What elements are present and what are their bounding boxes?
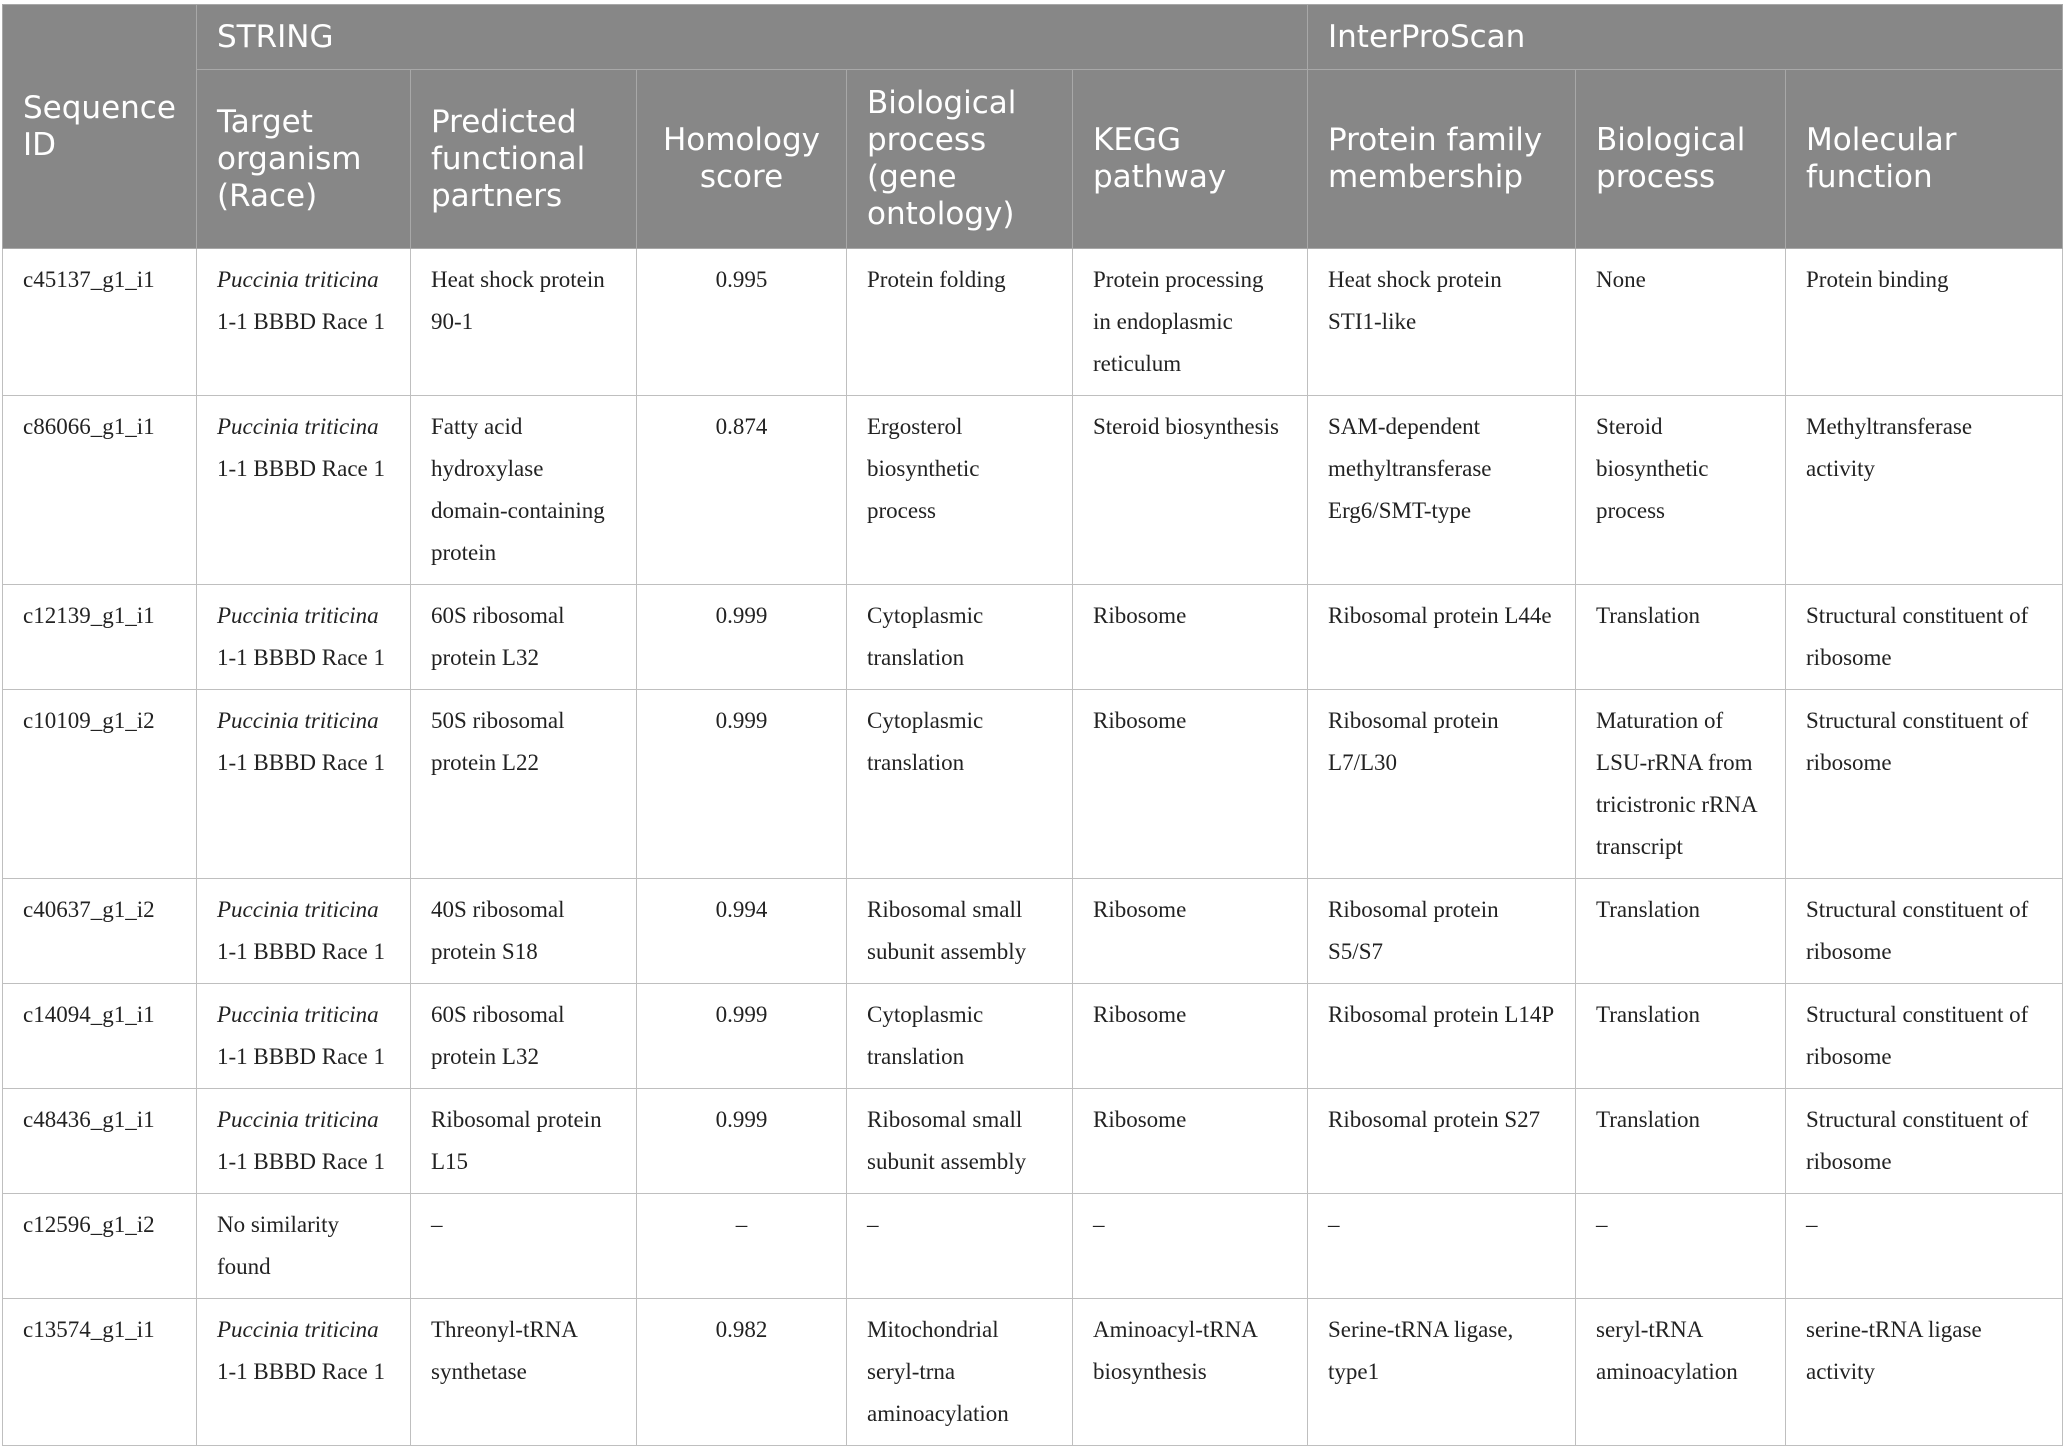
cell-homology-score: 0.999 <box>637 1089 847 1194</box>
cell-target-organism <box>197 396 411 585</box>
cell-molecular-function: Structural constituent of ribosome <box>1786 690 2063 879</box>
cell-kegg-pathway: Protein processing in endoplasmic reticulum <box>1073 249 1308 396</box>
organism-race: 1-1 BBBD Race 1 <box>217 1044 386 1069</box>
cell-interpro-process: seryl-tRNA aminoacylation <box>1576 1299 1786 1446</box>
cell-homology-score: 0.874 <box>637 396 847 585</box>
cell-go-process: Cytoplasmic translation <box>847 690 1073 879</box>
cell-homology-score: 0.995 <box>637 249 847 396</box>
organism-race: 1-1 BBBD Race 1 <box>217 1149 386 1174</box>
cell-protein-family: Ribosomal protein S27 <box>1308 1089 1576 1194</box>
organism-race: 1-1 BBBD Race 1 <box>217 1359 386 1384</box>
cell-kegg-pathway: – <box>1073 1194 1308 1299</box>
cell-kegg-pathway: Ribosome <box>1073 690 1308 879</box>
cell-sequence-id: c48436_g1_i1 <box>3 1089 197 1194</box>
cell-molecular-function: Protein binding <box>1786 249 2063 396</box>
col-header-homology-score: Homology score <box>637 70 847 249</box>
table-row <box>3 585 2063 690</box>
cell-kegg-pathway: Ribosome <box>1073 1089 1308 1194</box>
cell-functional-partner: Heat shock protein 90-1 <box>411 249 637 396</box>
cell-go-process: Ribosomal small subunit assembly <box>847 879 1073 984</box>
organism-race: 1-1 BBBD Race 1 <box>217 309 386 334</box>
cell-sequence-id: c14094_g1_i1 <box>3 984 197 1089</box>
cell-functional-partner: Threonyl-tRNA synthetase <box>411 1299 637 1446</box>
cell-kegg-pathway: Aminoacyl-tRNA biosynthesis <box>1073 1299 1308 1446</box>
cell-protein-family: Ribosomal protein L7/L30 <box>1308 690 1576 879</box>
organism-name: Puccinia triticina <box>217 1317 379 1342</box>
cell-protein-family: Ribosomal protein S5/S7 <box>1308 879 1576 984</box>
cell-functional-partner: 60S ribosomal protein L32 <box>411 585 637 690</box>
col-header-go-process: Biological process (gene ontology) <box>847 70 1073 249</box>
cell-homology-score: 0.982 <box>637 1299 847 1446</box>
table-row <box>3 1299 2063 1446</box>
group-header-string: STRING <box>197 5 1308 70</box>
cell-go-process: Cytoplasmic translation <box>847 585 1073 690</box>
cell-molecular-function: Structural constituent of ribosome <box>1786 984 2063 1089</box>
cell-go-process: Protein folding <box>847 249 1073 396</box>
table-row <box>3 1194 2063 1299</box>
cell-functional-partner: – <box>411 1194 637 1299</box>
organism-name: Puccinia triticina <box>217 897 379 922</box>
organism-race: 1-1 BBBD Race 1 <box>217 939 386 964</box>
cell-target-organism <box>197 1194 411 1299</box>
table-body <box>3 249 2063 1446</box>
cell-go-process: Ergosterol biosynthetic process <box>847 396 1073 585</box>
cell-sequence-id: c13574_g1_i1 <box>3 1299 197 1446</box>
organism-name: Puccinia triticina <box>217 1107 379 1132</box>
cell-target-organism <box>197 690 411 879</box>
col-header-kegg-pathway: KEGG pathway <box>1073 70 1308 249</box>
cell-target-organism <box>197 1299 411 1446</box>
cell-homology-score: 0.999 <box>637 984 847 1089</box>
cell-interpro-process: – <box>1576 1194 1786 1299</box>
cell-interpro-process: Maturation of LSU-rRNA from tricistronic rRNA transcript <box>1576 690 1786 879</box>
cell-homology-score: 0.994 <box>637 879 847 984</box>
col-header-target-organism: Target organism (Race) <box>197 70 411 249</box>
cell-interpro-process: Translation <box>1576 984 1786 1089</box>
col-header-molecular-function: Molecular function <box>1786 70 2063 249</box>
cell-molecular-function: Structural constituent of ribosome <box>1786 879 2063 984</box>
cell-target-organism <box>197 585 411 690</box>
organism-name: Puccinia triticina <box>217 603 379 628</box>
cell-protein-family: Serine-tRNA ligase, type1 <box>1308 1299 1576 1446</box>
table-row <box>3 984 2063 1089</box>
cell-protein-family: Ribosomal protein L14P <box>1308 984 1576 1089</box>
cell-protein-family: Heat shock protein STI1-like <box>1308 249 1576 396</box>
organism-name: Puccinia triticina <box>217 708 379 733</box>
cell-protein-family: – <box>1308 1194 1576 1299</box>
col-header-protein-family: Protein family membership <box>1308 70 1576 249</box>
organism-name: Puccinia triticina <box>217 414 379 439</box>
cell-sequence-id: c86066_g1_i1 <box>3 396 197 585</box>
cell-sequence-id: c40637_g1_i2 <box>3 879 197 984</box>
cell-interpro-process: None <box>1576 249 1786 396</box>
cell-protein-family: SAM-dependent methyltransferase Erg6/SMT-type <box>1308 396 1576 585</box>
table-row <box>3 1089 2063 1194</box>
cell-go-process: Ribosomal small subunit assembly <box>847 1089 1073 1194</box>
cell-protein-family: Ribosomal protein L44e <box>1308 585 1576 690</box>
cell-sequence-id: c12596_g1_i2 <box>3 1194 197 1299</box>
organism-name: No similarity found <box>217 1212 340 1279</box>
cell-sequence-id: c12139_g1_i1 <box>3 585 197 690</box>
organism-race: 1-1 BBBD Race 1 <box>217 456 386 481</box>
table-row <box>3 879 2063 984</box>
organism-race: 1-1 BBBD Race 1 <box>217 750 386 775</box>
cell-functional-partner: Fatty acid hydroxylase domain-containing protein <box>411 396 637 585</box>
cell-interpro-process: Translation <box>1576 585 1786 690</box>
cell-molecular-function: Structural constituent of ribosome <box>1786 585 2063 690</box>
cell-interpro-process: Translation <box>1576 1089 1786 1194</box>
annotation-table <box>2 4 2063 1446</box>
table-row <box>3 396 2063 585</box>
cell-homology-score: 0.999 <box>637 585 847 690</box>
cell-target-organism <box>197 879 411 984</box>
cell-molecular-function: – <box>1786 1194 2063 1299</box>
table-header <box>3 5 2063 249</box>
cell-molecular-function: Methyltransferase activity <box>1786 396 2063 585</box>
cell-kegg-pathway: Ribosome <box>1073 879 1308 984</box>
cell-go-process: Cytoplasmic translation <box>847 984 1073 1089</box>
cell-go-process: – <box>847 1194 1073 1299</box>
cell-functional-partner: Ribosomal protein L15 <box>411 1089 637 1194</box>
cell-functional-partner: 60S ribosomal protein L32 <box>411 984 637 1089</box>
group-header-interproscan: InterProScan <box>1308 5 2063 70</box>
col-header-interpro-process: Biological process <box>1576 70 1786 249</box>
cell-homology-score: 0.999 <box>637 690 847 879</box>
cell-functional-partner: 50S ribosomal protein L22 <box>411 690 637 879</box>
organism-name: Puccinia triticina <box>217 1002 379 1027</box>
cell-molecular-function: Structural constituent of ribosome <box>1786 1089 2063 1194</box>
cell-molecular-function: serine-tRNA ligase activity <box>1786 1299 2063 1446</box>
cell-target-organism <box>197 249 411 396</box>
col-header-sequence-id: Sequence ID <box>3 5 197 249</box>
cell-target-organism <box>197 1089 411 1194</box>
organism-race: 1-1 BBBD Race 1 <box>217 645 386 670</box>
col-header-functional-partners: Predicted functional partners <box>411 70 637 249</box>
cell-sequence-id: c10109_g1_i2 <box>3 690 197 879</box>
cell-interpro-process: Translation <box>1576 879 1786 984</box>
cell-kegg-pathway: Ribosome <box>1073 984 1308 1089</box>
cell-interpro-process: Steroid biosynthetic process <box>1576 396 1786 585</box>
cell-go-process: Mitochondrial seryl-trna aminoacylation <box>847 1299 1073 1446</box>
cell-target-organism <box>197 984 411 1089</box>
cell-functional-partner: 40S ribosomal protein S18 <box>411 879 637 984</box>
cell-sequence-id: c45137_g1_i1 <box>3 249 197 396</box>
table-row <box>3 690 2063 879</box>
cell-kegg-pathway: Ribosome <box>1073 585 1308 690</box>
cell-kegg-pathway: Steroid biosynthesis <box>1073 396 1308 585</box>
cell-homology-score: – <box>637 1194 847 1299</box>
table-row <box>3 249 2063 396</box>
organism-name: Puccinia triticina <box>217 267 379 292</box>
